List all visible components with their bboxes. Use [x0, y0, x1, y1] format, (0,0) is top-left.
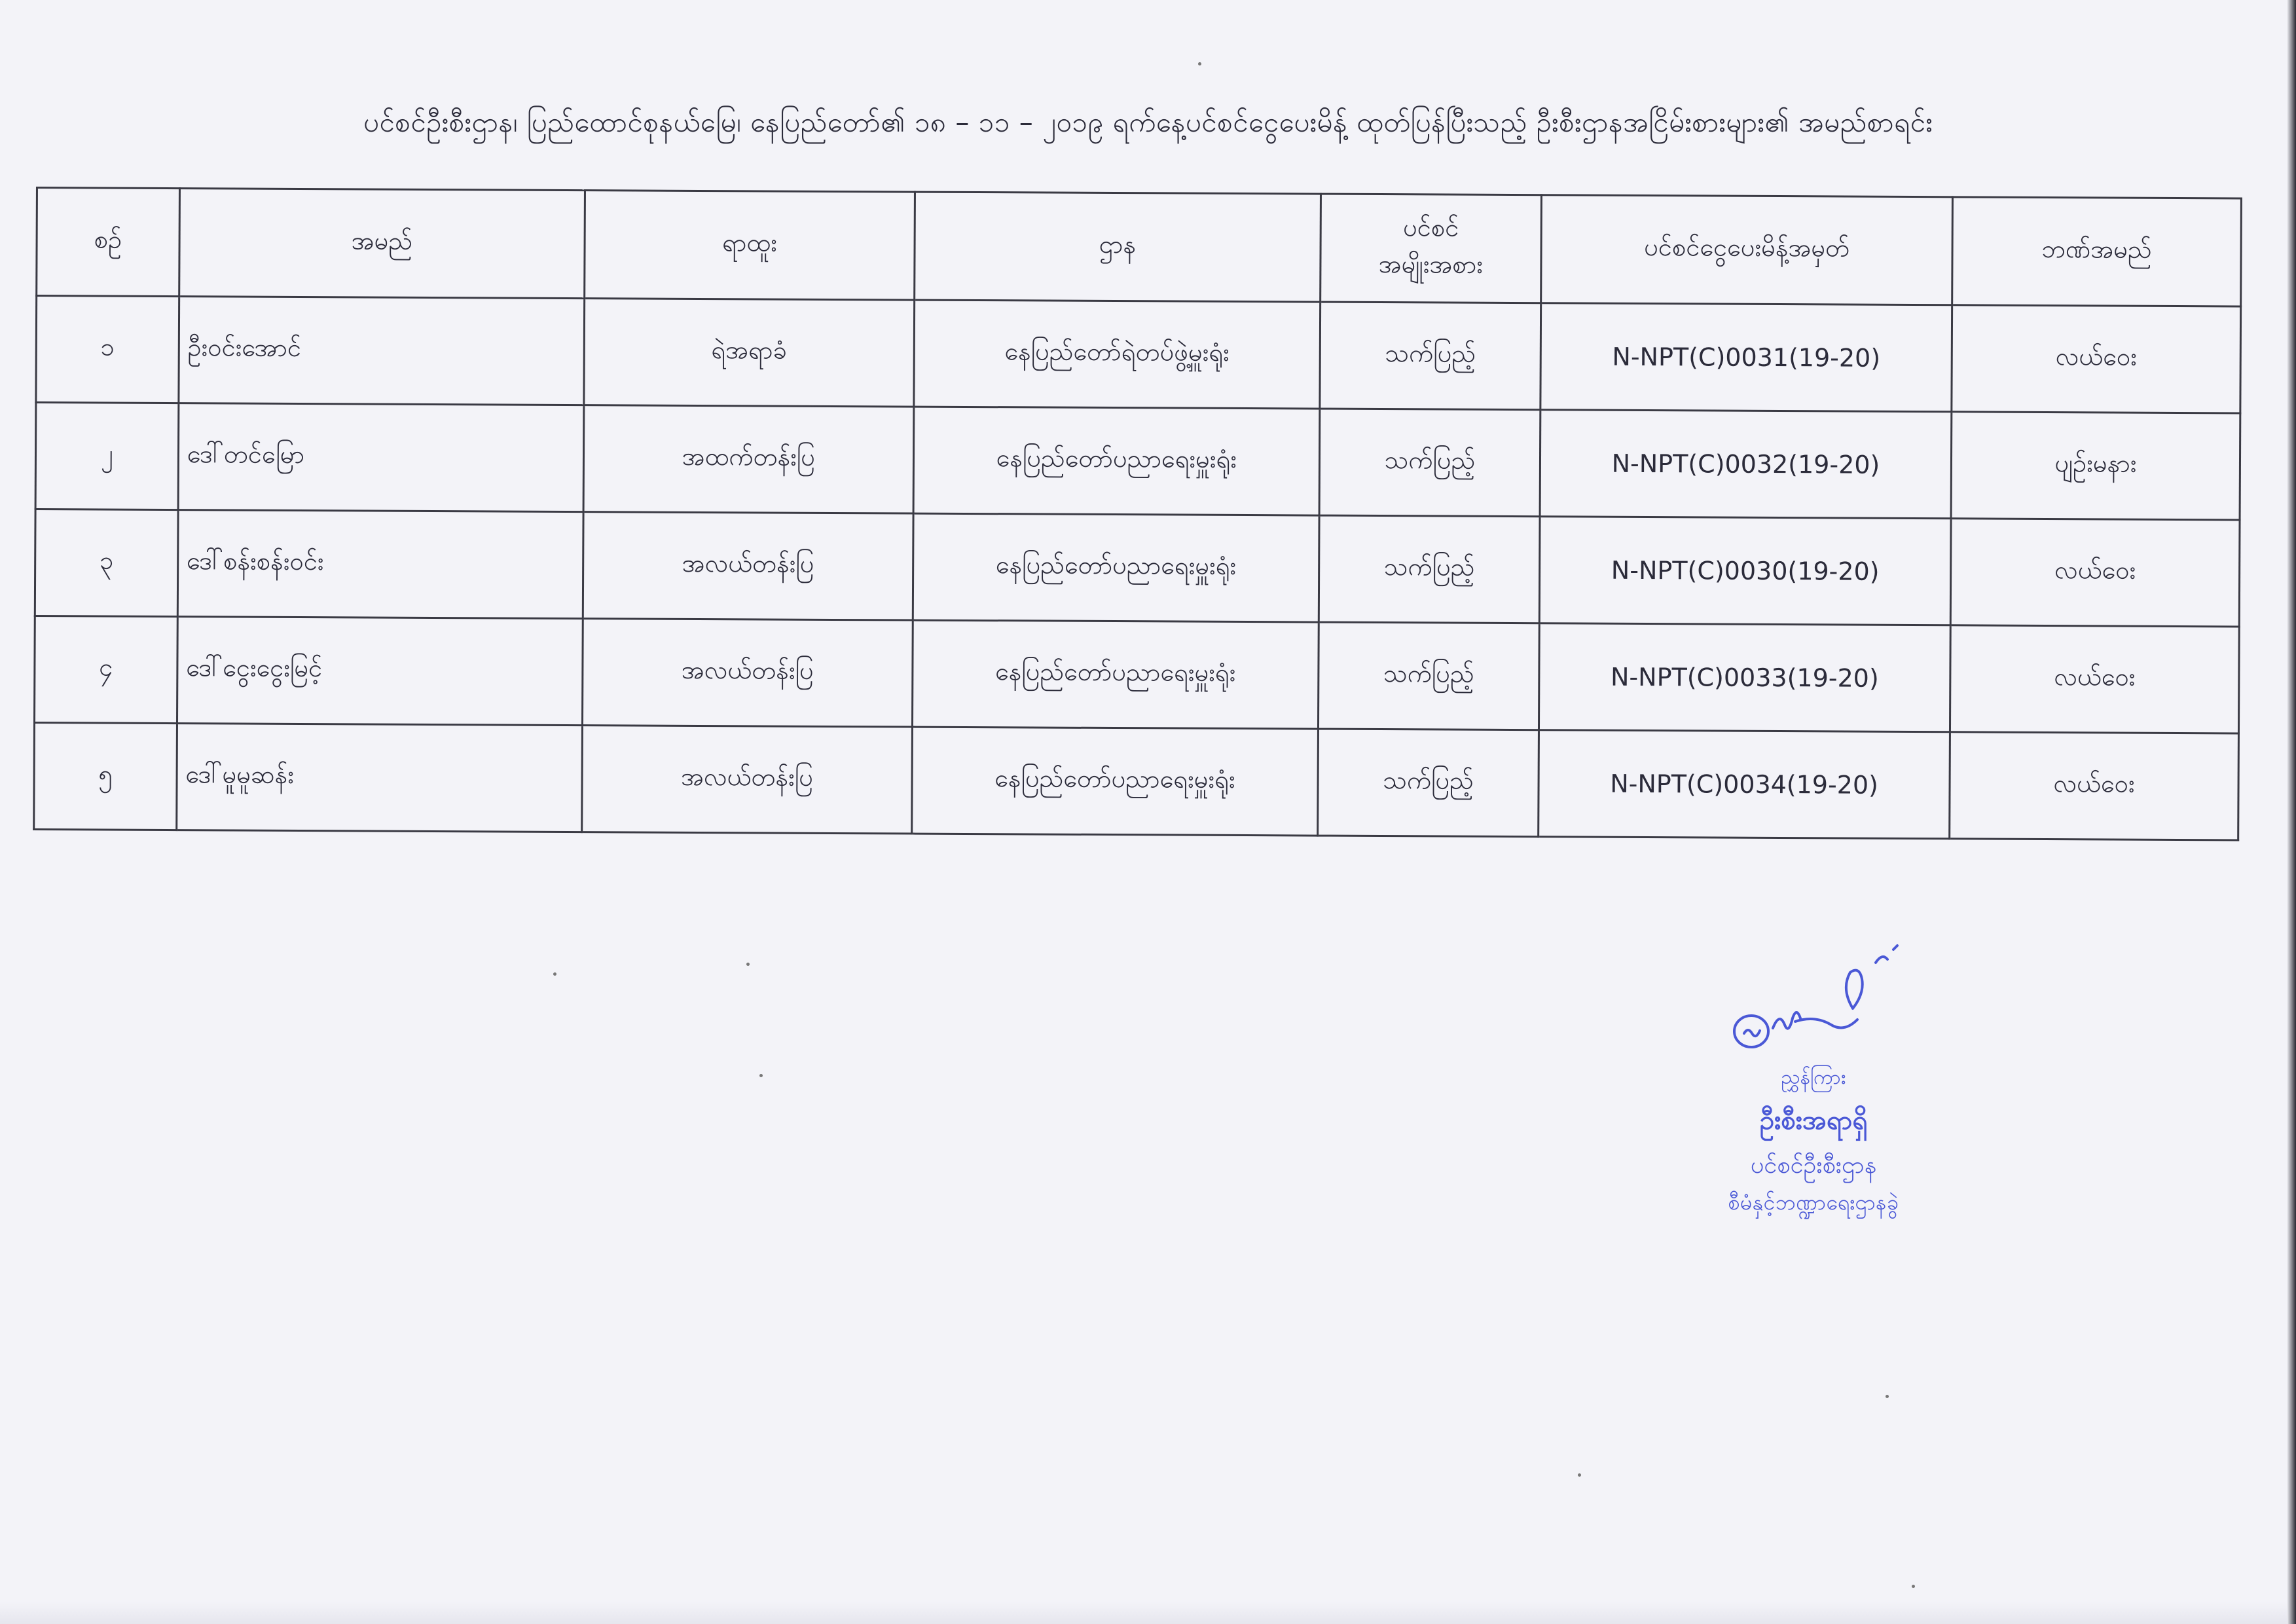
document-title: ပင်စင်ဦးစီးဌာန၊ ပြည်ထောင်စုနယ်မြေ၊ နေပြည်တော်၏ ၁၈ – ၁၁ – ၂၀၁၉ ရက်နေ့ပင်စင်ငွေပေးမိန့် ထုတ်ပြန်ပြီးသည့် ဦးစီးဌာနအငြိမ်းစားများ၏ အမည်စာရင်း [363, 106, 1933, 138]
table-row [35, 403, 2240, 520]
cell-permit-no: N-NPT(C)0032(19-20) [1540, 410, 1952, 519]
header-bank: ဘဏ်အမည် [1952, 197, 2242, 306]
scan-speck [1198, 62, 1201, 65]
cell-pension-type: သက်ပြည့် [1319, 409, 1540, 517]
cell-permit-no: N-NPT(C)0031(19-20) [1540, 303, 1952, 412]
scan-speck [746, 963, 750, 966]
table-row [35, 509, 2240, 627]
cell-rank: အထက်တန်းပြ [583, 405, 914, 513]
cell-rank: အလယ်တန်းပြ [583, 512, 913, 620]
cell-bank: လယ်ဝေး [1952, 305, 2241, 413]
scan-speck [1578, 1473, 1581, 1477]
table-header-row [37, 188, 2242, 306]
cell-name: ဒေါ်မူမူဆန်း [176, 724, 582, 832]
cell-no: ၃ [35, 509, 178, 617]
cell-name: ဒေါ်တင်မြော [178, 403, 584, 512]
cell-name: ဒေါ်ငွေးငွေးမြင့် [177, 617, 583, 726]
table-row [35, 616, 2240, 733]
cell-department: နေပြည်တော်ပညာရေးမှူးရုံး [913, 513, 1319, 622]
header-department: ဌာန [915, 192, 1321, 302]
cell-bank: ပျဉ်းမနား [1951, 412, 2240, 520]
header-no: စဉ် [37, 188, 180, 297]
stamp-line-title: ညွှန်ကြား [1781, 1066, 1846, 1089]
cell-department: နေပြည်တော်ပညာရေးမှူးရုံး [913, 407, 1320, 515]
cell-pension-type: သက်ပြည့် [1319, 515, 1540, 623]
official-stamp [1624, 923, 2003, 1238]
stamp-line-department: ပင်စင်ဦးစီးဌာန [1750, 1152, 1877, 1179]
scan-speck [1886, 1395, 1889, 1398]
header-rank: ရာထူး [584, 191, 915, 300]
header-pension-type [1320, 194, 1541, 303]
cell-no: ၁ [36, 296, 179, 403]
cell-department: နေပြည်တော်ပညာရေးမှူးရုံး [912, 727, 1319, 836]
stamp-line-officer: ဦးစီးအရာရှိ [1759, 1105, 1868, 1135]
cell-permit-no: N-NPT(C)0034(19-20) [1539, 730, 1950, 839]
cell-no: ၂ [35, 403, 179, 510]
scan-speck [553, 972, 556, 976]
cell-pension-type: သက်ပြည့် [1320, 302, 1541, 410]
header-permit-no: ပင်စင်ငွေပေးမိန့်အမှတ် [1541, 195, 1953, 305]
cell-bank: လယ်ဝေး [1950, 625, 2239, 733]
cell-rank: အလယ်တန်းပြ [582, 619, 913, 727]
table-row [36, 296, 2241, 413]
cell-department: နေပြည်တော်ပညာရေးမှူးရုံး [912, 620, 1319, 729]
cell-rank: အလယ်တန်းပြ [581, 726, 912, 834]
cell-pension-type: သက်ပြည့် [1317, 729, 1539, 837]
scan-bottom-edge [0, 1602, 2296, 1624]
signature-icon [1722, 923, 1918, 1061]
scan-right-edge [2287, 0, 2296, 1624]
cell-pension-type: သက်ပြည့် [1318, 622, 1539, 730]
cell-permit-no: N-NPT(C)0033(19-20) [1539, 623, 1951, 732]
table-row [34, 722, 2239, 840]
cell-name: ဒေါ်စန်းစန်းဝင်း [177, 510, 583, 619]
cell-bank: လယ်ဝေး [1950, 519, 2240, 627]
cell-department: နေပြည်တော်ရဲတပ်ဖွဲ့မှူးရုံး [914, 300, 1321, 409]
cell-name: ဦးဝင်းအောင် [179, 297, 585, 405]
header-pension-type-line1: ပင်စင် [1402, 213, 1459, 242]
stamp-line-division: စီမံနှင့်ဘဏ္ဍာရေးဌာနခွဲ [1728, 1190, 1899, 1215]
cell-permit-no: N-NPT(C)0030(19-20) [1539, 517, 1951, 625]
cell-no: ၅ [34, 722, 177, 830]
cell-no: ၄ [35, 616, 178, 723]
cell-bank: လယ်ဝေး [1950, 732, 2239, 840]
header-pension-type-line2: အမျိုးအစား [1378, 249, 1484, 279]
scan-speck [759, 1074, 763, 1077]
header-name: အမည် [179, 189, 585, 299]
pension-list-table [33, 187, 2242, 841]
scan-speck [1912, 1585, 1915, 1588]
cell-rank: ရဲအရာခံ [584, 299, 915, 407]
